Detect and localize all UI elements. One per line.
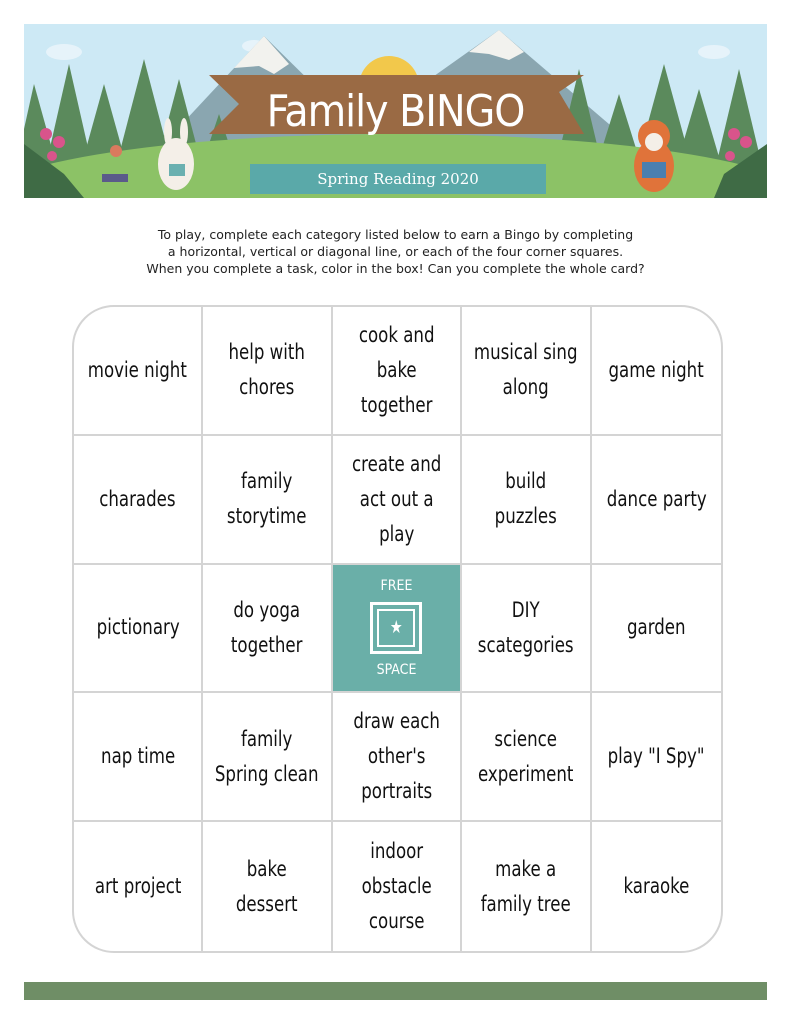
bingo-cell-label: create and act out a play (351, 451, 442, 546)
bingo-cell[interactable] (203, 436, 332, 565)
bingo-cell-label: play "I Spy" (607, 744, 705, 769)
bingo-cell[interactable] (592, 565, 721, 694)
banner-title: Family BINGO (266, 86, 525, 137)
bingo-cell-label: make a family tree (480, 856, 571, 916)
bingo-cell[interactable] (333, 307, 462, 436)
bingo-cell-label: bake dessert (236, 856, 298, 916)
bingo-cell[interactable] (74, 565, 203, 694)
bingo-cell-label: pictionary (96, 615, 180, 640)
bingo-cell-label: help with chores (228, 340, 306, 400)
banner-subtitle: Spring Reading 2020 (317, 170, 479, 188)
bingo-cell-label: family storytime (227, 469, 307, 529)
book-star-icon: ★ (370, 602, 422, 654)
bingo-cell-label: karaoke (623, 874, 690, 899)
bingo-cell[interactable] (74, 693, 203, 822)
bingo-cell-label: art project (94, 874, 181, 899)
bingo-cell-label: do yoga together (231, 597, 303, 657)
bingo-cell-free-space[interactable] (333, 565, 462, 694)
instructions (60, 226, 731, 277)
bingo-cell[interactable] (203, 822, 332, 951)
space-label: SPACE (376, 661, 417, 678)
bingo-cell[interactable] (74, 436, 203, 565)
bingo-cell[interactable] (462, 307, 591, 436)
bingo-card (72, 305, 723, 953)
bingo-cell[interactable] (74, 307, 203, 436)
bingo-cell[interactable] (462, 693, 591, 822)
bingo-cell[interactable] (333, 822, 462, 951)
bingo-cell[interactable] (203, 307, 332, 436)
bingo-cell[interactable] (462, 436, 591, 565)
bingo-cell[interactable] (203, 565, 332, 694)
bingo-cell-label: dance party (606, 486, 707, 511)
bingo-cell-label: garden (626, 615, 686, 640)
bingo-cell-label: musical sing along (474, 340, 578, 400)
bingo-cell[interactable] (203, 693, 332, 822)
bingo-cell[interactable] (592, 307, 721, 436)
bingo-cell[interactable] (592, 693, 721, 822)
header-banner (24, 24, 767, 198)
bingo-cell-label: draw each other's portraits (353, 709, 440, 804)
free-label: FREE (380, 577, 413, 594)
bingo-cell-label: movie night (88, 357, 188, 382)
bingo-cell-label: DIY scategories (477, 597, 574, 657)
bingo-cell[interactable] (592, 436, 721, 565)
bingo-cell-label: cook and bake together (358, 322, 435, 417)
bingo-cell[interactable] (462, 565, 591, 694)
footer-bar (24, 982, 767, 1000)
bingo-cell-label: science experiment (478, 726, 574, 786)
bingo-cell[interactable] (333, 436, 462, 565)
bingo-cell-label: indoor obstacle course (361, 839, 432, 934)
instructions-line: a horizontal, vertical or diagonal line, or each of the four corner squares. (167, 244, 624, 259)
bingo-cell-label: charades (99, 486, 176, 511)
bingo-cell[interactable] (462, 822, 591, 951)
bingo-cell[interactable] (333, 693, 462, 822)
bingo-cell-label: family Spring clean (215, 726, 319, 786)
bingo-cell-label: game night (608, 357, 704, 382)
instructions-line: When you complete a task, color in the box! Can you complete the whole card? (146, 261, 645, 276)
bingo-cell[interactable] (592, 822, 721, 951)
bingo-cell[interactable] (74, 822, 203, 951)
bingo-cell-label: nap time (100, 744, 175, 769)
instructions-line: To play, complete each category listed below to earn a Bingo by completing (157, 227, 634, 242)
bingo-cell-label: build puzzles (494, 469, 557, 529)
